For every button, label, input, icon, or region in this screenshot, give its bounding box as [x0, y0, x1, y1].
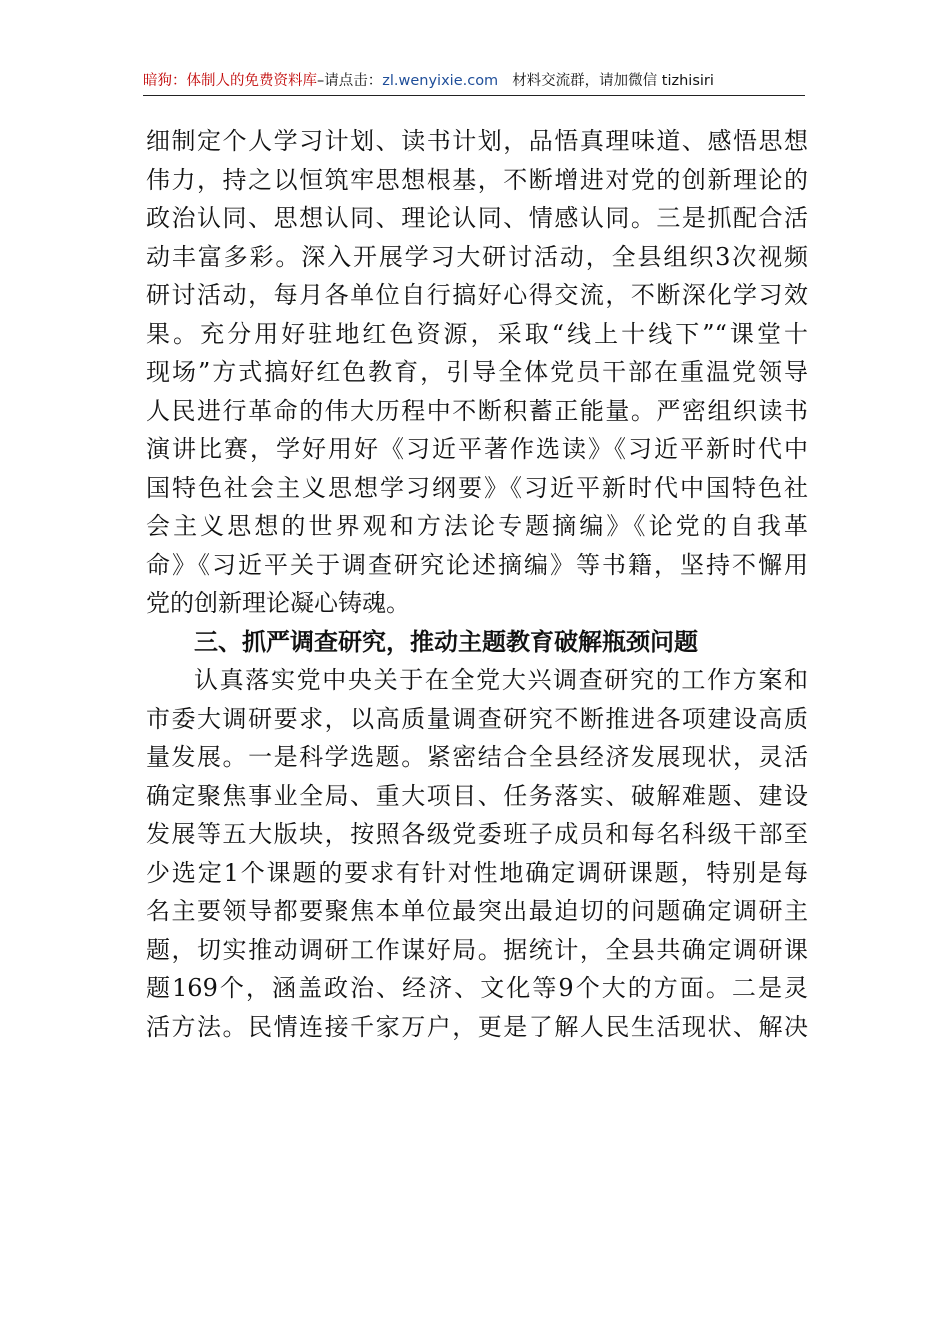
- text-line: 党的创新理论凝心铸魂。: [146, 589, 410, 617]
- text-line: 国特色社会主义思想学习纲要》《习近平新时代中国特色社: [146, 473, 808, 502]
- text-line: 果。充分用好驻地红色资源，采取“线上十线下”“课堂十: [146, 319, 808, 348]
- header-divider: [143, 95, 805, 96]
- text-line: 研讨活动，每月各单位自行搞好心得交流，不断深化学习效: [146, 281, 808, 309]
- text-line: 细制定个人学习计划、读书计划，品悟真理味道、感悟思想: [146, 127, 808, 155]
- section-heading: 三、抓严调查研究，推动主题教育破解瓶颈问题: [194, 627, 698, 656]
- text-line: 现场”方式搞好红色教育，引导全体党员干部在重温党领导: [146, 358, 808, 386]
- text-line: 少选定1个课题的要求有针对性地确定调研课题，特别是每: [146, 858, 808, 887]
- text-line: 名主要领导都要聚焦本单位最突出最迫切的问题确定调研主: [146, 897, 808, 925]
- page-header: [143, 68, 805, 94]
- text-line: 题169个，涵盖政治、经济、文化等9个大的方面。二是灵: [146, 974, 808, 1002]
- text-line: 活方法。民情连接千家万户，更是了解人民生活现状、解决: [146, 1012, 808, 1041]
- text-line: 动丰富多彩。深入开展学习大研讨活动，全县组织3次视频: [146, 242, 808, 271]
- text-line: 确定聚焦事业全局、重大项目、任务落实、破解难题、建设: [146, 781, 808, 810]
- header-url-link[interactable]: zl.wenyixie.com: [382, 73, 499, 89]
- text-line: 会主义思想的世界观和方法论专题摘编》《论党的自我革: [146, 512, 808, 540]
- header-group-info: 材料交流群，请加微信 tizhisiri: [512, 73, 714, 89]
- document-body: [146, 122, 808, 1046]
- header-brand: 暗狗：体制人的免费资料库: [143, 73, 317, 89]
- text-line: 人民进行革命的伟大历程中不断积蓄正能量。严密组织读书: [146, 396, 808, 425]
- text-line: 发展等五大版块，按照各级党委班子成员和每名科级干部至: [146, 820, 808, 848]
- text-line: 市委大调研要求，以高质量调查研究不断推进各项建设高质: [146, 704, 808, 733]
- text-line: 命》《习近平关于调查研究论述摘编》等书籍，坚持不懈用: [146, 550, 808, 579]
- text-line: 量发展。一是科学选题。紧密结合全县经济发展现状，灵活: [146, 743, 808, 771]
- text-line: 认真落实党中央关于在全党大兴调查研究的工作方案和: [194, 666, 808, 694]
- text-line: 伟力，持之以恒筑牢思想根基，不断增进对党的创新理论的: [146, 165, 808, 194]
- text-line: 题，切实推动调研工作谋好局。据统计，全县共确定调研课: [146, 935, 808, 964]
- text-line: 政治认同、思想认同、理论认同、情感认同。三是抓配合活: [146, 204, 808, 232]
- header-link-label: –请点击：: [317, 73, 383, 89]
- text-line: 演讲比赛，学好用好《习近平著作选读》《习近平新时代中: [146, 435, 808, 463]
